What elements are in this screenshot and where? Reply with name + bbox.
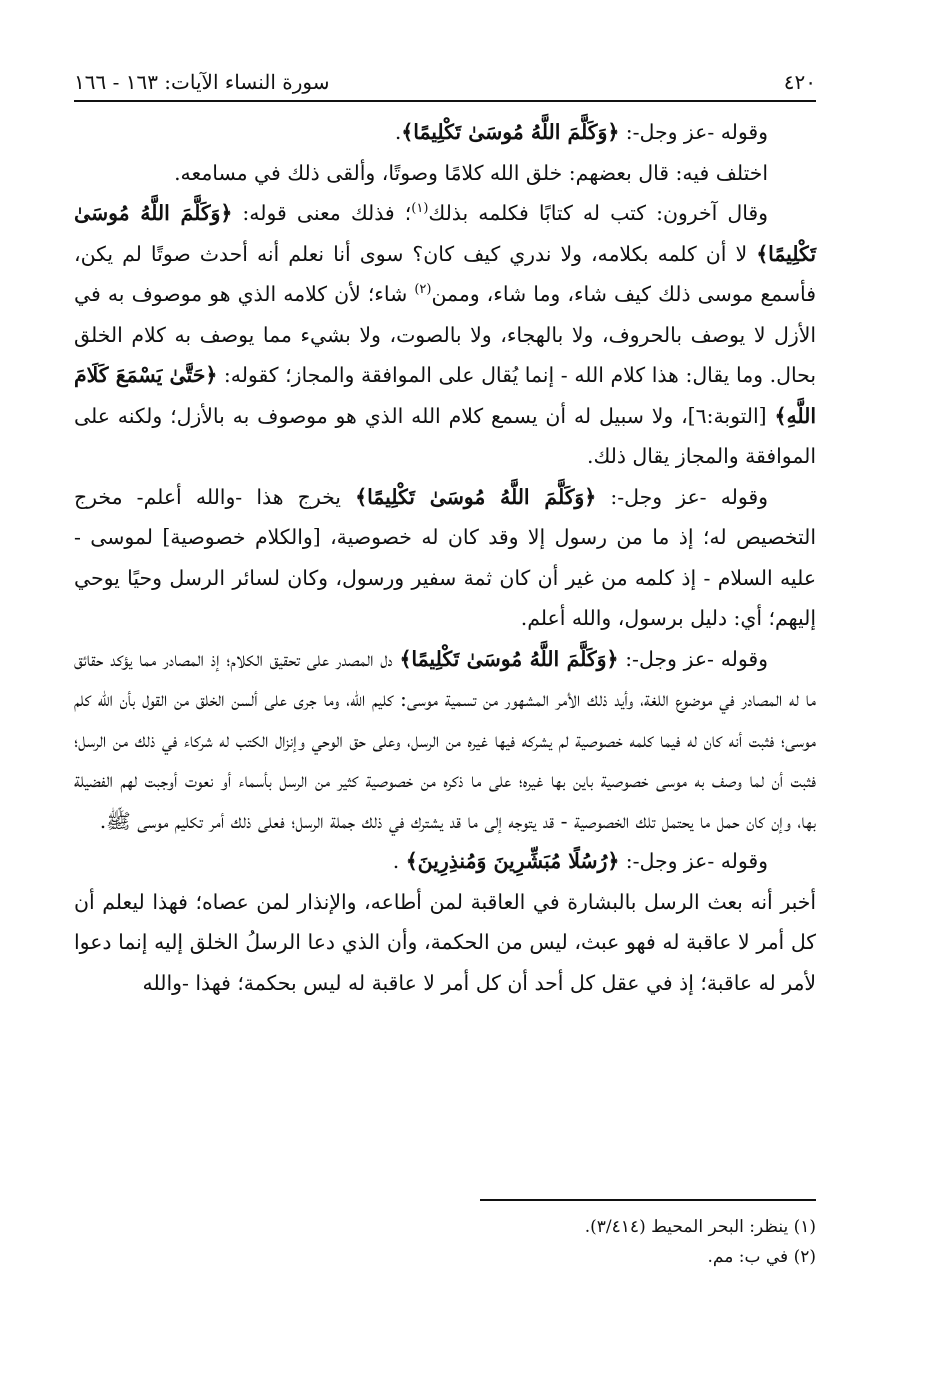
paragraph-3: وقال آخرون: كتب له كتابًا فكلمه بذلك$^{(١)}$؛ فذلك معنى قوله: ﴿وَكَلَّمَ اللَّهُ مُوسَىٰ تَكْلِيمًا﴾ لا أن كلمه بكلامه، ولا ندري كيف كان؟ سوى أنا نعلم أنه أحدث صوتًا لم يكن، فأسمع موسى ذلك كيف شاء، وما شاء، وممن$^{(٢)}$ شاء؛ لأن كلامه الذي هو موصوف به في الأزل لا يوصف بالحروف، ولا بالهجاء، ولا بالصوت، ولا بشيء مما يوصف به كلام الخلق بحال. وما يقال: هذا كلام الله - إنما يُقال على الموافقة والمجاز؛ كقوله: ﴿حَتَّىٰ يَسْمَعَ كَلَامَ اللَّهِ﴾ [التوبة:٦]، ولا سبيل له أن يسمع كلام الله الذي هو موصوف به بالأزل؛ ولكنه على الموافقة والمجاز يقال ذلك. (74, 201, 817, 468)
paragraph-4: وقوله -عز وجل-: ﴿وَكَلَّمَ اللَّهُ مُوسَىٰ تَكْلِيمًا﴾ يخرج هذا -والله أعلم- مخرج التخصيص له؛ إذ ما من رسول إلا وقد كان له خصوصية، [والكلام خصوصية] لموسى - عليه السلام - إذ كلمه من غير أن كان ثمة سفير ورسول، وكان لسائر الرسل وحيًا يوحي إليهم؛ أي: دليل برسول، والله أعلم. (74, 484, 816, 630)
footnote-ref-1[interactable]: (١) (411, 201, 429, 217)
footnote-ref-2[interactable]: (٢) (414, 282, 432, 298)
quran-verse: ﴿وَكَلَّمَ اللَّهُ مُوسَىٰ تَكْلِيمًا﴾ (74, 201, 816, 266)
quran-verse: ﴿حَتَّىٰ يَسْمَعَ كَلَامَ اللَّهِ﴾ (74, 363, 817, 428)
paragraph-1: وقوله -عز وجل-: ﴿وَكَلَّمَ اللَّهُ مُوسَىٰ تَكْلِيمًا﴾. (394, 120, 768, 144)
paragraph-7: أخبر أنه بعث الرسل بالبشارة في العاقبة لمن أطاعه، والإنذار لمن عصاه؛ فهذا ليعلم أن كل أمر لا عاقبة له فهو عبث، ليس من الحكمة، وأن الذي دعا الرسلُ الخلق إليه إنما دعوا لأمر له عاقبة؛ إذ في عقل كل أحد أن كل أمر لا عاقبة له ليس بحكمة؛ فهذا -والله (74, 889, 816, 995)
header-rule (74, 100, 816, 102)
paragraph-2: اختلف فيه: قال بعضهم: خلق الله كلامًا وصوتًا، وألقى ذلك في مسامعه. (174, 160, 768, 185)
paragraph-5: وقوله -عز وجل-: ﴿وَكَلَّمَ اللَّهُ مُوسَىٰ تَكْلِيمًا﴾ دل المصدر على تحقيق الكلام؛ إذ المصادر مما يؤكد حقائق ما له المصادر في موضوع اللغة، وأيد ذلك الأمر المشهور من تسمية موسى: كليم الله، وما جرى على ألسن الخلق من القول بأن الله كلم موسى؛ فثبت أنه كان له فيما كلمه خصوصية لم يشركه فيها غيره من الرسل، وعلى حق الوحي وإنزال الكتب له شركاء في ذلك من الرسل؛ فثبت أن لما وصف به موسى خصوصية باين بها غيره؛ على ما ذكره من خصوصية كثير من الرسل بأسماء أو نعوت أوجبت لهم الفضيلة بها، وإن كان حمل ما يحتمل تلك الخصوصية - قد يتوجه إلى ما قد يشترك في ذلك جملة الرسل؛ فعلى ذلك أمر تكليم موسى ﷺ. (74, 646, 816, 833)
footnote-1: (١) ينظر: البحر المحيط (٣/٤١٤). (584, 1217, 816, 1237)
footnotes (74, 1212, 816, 1272)
quran-verse: ﴿وَكَلَّمَ اللَّهُ مُوسَىٰ تَكْلِيمًا﴾ (399, 646, 619, 671)
footnote-rule (480, 1199, 816, 1201)
quran-verse: ﴿وَكَلَّمَ اللَّهُ مُوسَىٰ تَكْلِيمًا﴾ (401, 120, 620, 144)
quran-verse: ﴿رُسُلًا مُبَشِّرِينَ وَمُنذِرِينَ﴾ (405, 849, 620, 873)
page-header (74, 62, 816, 94)
page-number: ٤٢٠ (783, 70, 816, 94)
quran-verse: ﴿وَكَلَّمَ اللَّهُ مُوسَىٰ تَكْلِيمًا﴾ (355, 484, 597, 509)
footnote-2: (٢) في ب: مم. (707, 1247, 816, 1267)
paragraph-6: وقوله -عز وجل-: ﴿رُسُلًا مُبَشِّرِينَ وَمُنذِرِينَ﴾ . (392, 849, 768, 873)
running-title: سورة النساء الآيات: ١٦٣ - ١٦٦ (74, 70, 330, 94)
main-text (74, 112, 816, 1003)
